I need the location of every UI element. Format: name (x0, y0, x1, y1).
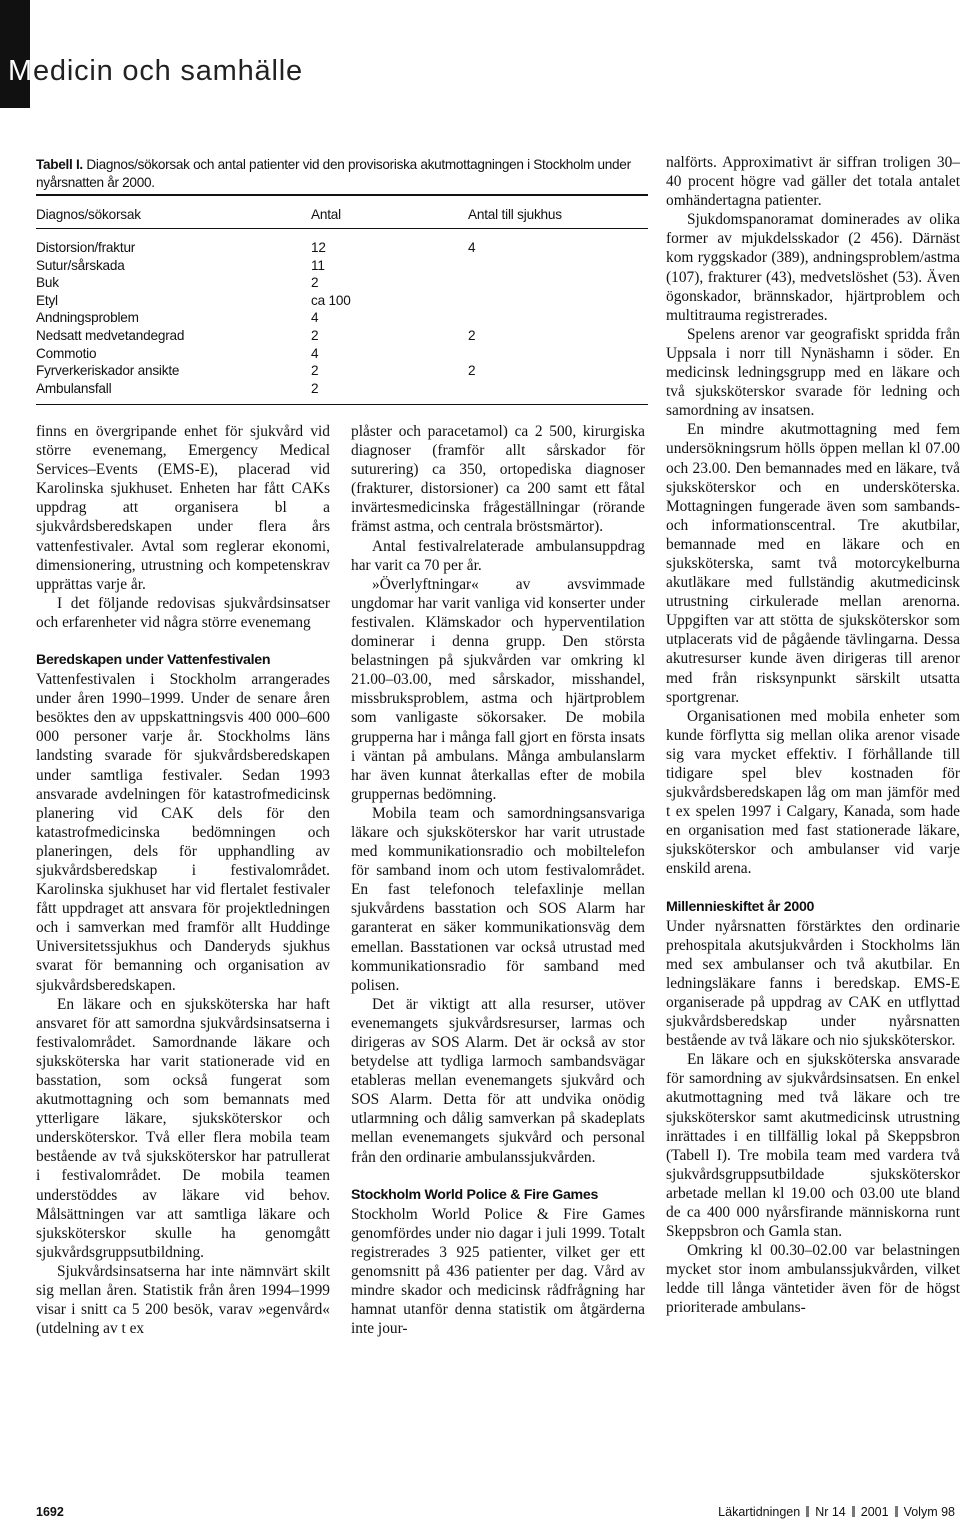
paragraph: plåster och paracetamol) ca 2 500, kirurgiska diagnoser (framför allt sårskador för suturering) ca 350, ortopediska diagnoser (frakturer, distorsioner) ca 200 samt ett fåtal invärtesmedicinska frågeställningar (rörande främst astma, och centrala bröstsmärtor). (351, 423, 645, 536)
table-cell: Commotio (36, 345, 97, 361)
subheading: Millennieskiftet år 2000 (666, 898, 815, 915)
table-row (0, 239, 660, 257)
subheading: Beredskapen under Vattenfestivalen (36, 652, 271, 669)
table-cell: Sutur/sårskada (36, 257, 125, 273)
paragraph: En läkare och en sjuksköterska har haft ansvaret för att samordna sjukvårdsinsatserna i festivalområdet. Samordnande läkare och sjuksköterska har varit stationerade vid en basstation, som också fungerat som akutmottagning och som bemannats med ytterligare läkare, sjuksköterskor och undersköterskor. Två eller flera mobila team bestående av två sjuksköterskor har patrullerat i festivalområdet. De mobila teamen understöddes av läkare vid behov. Målsättningen var att samtliga läkare och sjuksköterskor skulle ha genomgått sjukvårdsgruppsutbildning. (36, 995, 330, 1261)
table-caption-label: Tabell I. (36, 157, 83, 172)
table-cell: 12 (311, 240, 326, 255)
separator (806, 1506, 809, 1517)
table-row (0, 380, 660, 398)
section-bar (0, 0, 30, 108)
article-column-3 (666, 153, 960, 1318)
table-cell: Fyrverkeriskador ansikte (36, 363, 180, 379)
table-cell: 2 (468, 327, 476, 343)
paragraph: Vattenfestivalen i Stockholm arrangerades under åren 1990–1999. Under de senare åren besöktes den av uppskattningsvis 400 000–600 000 personer varje år. Stockholms läns landsting svarade för sjukvårdsberedskapen under samtliga festivaler. Sedan 1993 ansvarade avdelningen för katastrofmedicinsk planering vid CAK dels för den katastrofmedicinska bedömningen och planeringen, dels för upphandling av sjukvårdsberedskap i festivalområdet. Karolinska sjukhuset har vid flertalet festivaler fått uppdraget att ansvara för projektledningen och i samverkan med framför allt Huddinge Universitetssjukhus och Danderyds sjukhus svarat för bemanning och organisation av sjukvårdsberedskapen. (36, 671, 330, 994)
table-header-hospital: Antal till sjukhus (468, 207, 562, 222)
paragraph: Sjukvårdsinsatserna har inte nämnvärt skilt sig mellan åren. Statistik från åren 1994–1999 visar i snitt ca 5 200 besök, varav »egenvård« (utdelning av t ex (36, 1262, 330, 1338)
table-cell: 11 (311, 257, 325, 273)
subheading: Stockholm World Police & Fire Games (351, 1186, 599, 1203)
table-cell: Etyl (36, 292, 58, 308)
page-number: 1692 (36, 1505, 64, 1519)
table-cell: Distorsion/fraktur (36, 240, 136, 255)
table-caption (36, 156, 648, 192)
table-cell: 4 (311, 345, 319, 361)
issue-number: Nr 14 (815, 1505, 846, 1519)
table-rule-mid (36, 228, 648, 229)
table-body (0, 239, 660, 397)
paragraph: nalförts. Approximativt är siffran troligen 30–40 procent högre vad gäller det totala antalet omhändertagna patienter. (666, 154, 960, 210)
volume: Volym 98 (903, 1505, 955, 1519)
paragraph: Stockholm World Police & Fire Games genomfördes under nio dagar i juli 1999. Totalt registrerades 3 925 patienter, vilket ger ett genomsnitt på 436 patienter per dag. Vård av mindre skador och medicinsk rådfrågning har hamnat utanför denna statistik om åtgärderna inte jour- (351, 1205, 645, 1338)
table-cell: Andningsproblem (36, 310, 139, 326)
table-row (0, 309, 660, 327)
table-cell: Ambulansfall (36, 380, 112, 396)
paragraph: Sjukdomspanoramat dominerades av olika former av mjukdelsskador (2 456). Därnäst kom ryggskador (389), andningsproblem/astma (107), frakturer (43), medvetslöshet (53). Även ögonskador, brännskador, hjärtproblem och multitrauma registrerades. (666, 211, 960, 324)
table-cell: Buk (36, 275, 59, 291)
separator (852, 1506, 855, 1517)
article-column-2 (351, 422, 645, 1338)
journal-name: Läkartidningen (718, 1505, 801, 1519)
table-cell: 2 (311, 363, 319, 379)
paragraph: finns en övergripande enhet för sjukvård vid större evenemang, Emergency Medical Services–Events (EMS-E), placerad vid Karolinska sjukhuset. Enheten har fått CAKs uppdrag att organisera bl a sjukvårdsberedskapen under flera års vattenfestivaler. Avtal som reglerar ekonomi, dimensionering, utrustning och kompetenskrav upprättas varje år. (36, 423, 330, 593)
table-header-diagnosis: Diagnos/sökorsak (36, 207, 141, 222)
year: 2001 (860, 1505, 889, 1519)
section-title-rest: edicin och samhälle (32, 55, 303, 87)
table-rule-top (36, 194, 648, 196)
table-cell: 2 (468, 363, 476, 379)
article-column-1 (36, 422, 330, 1338)
table-row (0, 327, 660, 345)
paragraph: Antal festivalrelaterade ambulansuppdrag har varit ca 70 per år. (351, 537, 645, 574)
paragraph: Det är viktigt att alla resurser, utöver evenemangets sjukvårdsresurser, larmas och dirigeras av SOS Alarm. Det är också av stor betydelse att tydliga larmoch sambandsvägar etableras mellan evenemangets sjukvård och SOS Alarm. Detta för att undvika onödig utlarmning och dålig samverkan på skadeplats mellan evenemangets sjukvård och personal från den ordinarie ambulanssjukvården. (351, 995, 645, 1166)
footer-journal-info (718, 1505, 955, 1519)
table-cell: Nedsatt medvetandegrad (36, 327, 185, 343)
table-cell: 2 (311, 275, 319, 291)
table-row (0, 362, 660, 380)
table-row (0, 292, 660, 310)
paragraph: Mobila team och samordningsansvariga läkare och sjuksköterskor har varit utrustade med kommunikationsradio och mobiltelefon för samband inom och utom festivalområdet. En fast telefonoch telefaxlinje mellan sjukvårdens basstation och SOS Alarm har garanterat en säker kommunikationsväg dem emellan. Basstationen var också utrustad med kommunikationsradio för samband med polisen. (351, 804, 645, 994)
table-cell: ca 100 (311, 292, 351, 308)
table-cell: 4 (311, 310, 319, 326)
paragraph: Omkring kl 00.30–02.00 var belastningen mycket stor inom ambulanssjukvården, vilket ledde till långa väntetider även för de högst prioriterade ambulans- (666, 1242, 960, 1317)
section-title (8, 55, 303, 88)
table-header-count: Antal (311, 207, 341, 222)
paragraph: Organisationen med mobila enheter som kunde förflytta sig mellan olika arenor visade sig vara mycket effektiv. I förhållande till tidigare spel blev kostnaden för sjukvårdsberedskapen låg om man jämför med t ex spelen 1997 i Calgary, Kanada, som hade en organisation med fast stationerade läkare, sjuksköterskor och ambulanser vid varje enskild arena. (666, 707, 960, 878)
section-title-initial: M (8, 55, 33, 87)
paragraph: En mindre akutmottagning med fem undersökningsrum hölls öppen mellan kl 07.00 och 23.00. Den bemannades med en läkare, två sjuksköterskor och en undersköterska. Mottagningen fungerade även som sambands- och informationscentral. Tre akutbilar, bemannade med en läkare och en sjuksköterska, samt två motorcykelburna akutläkare med fullständig akutmedicinsk utrustning cirkulerade mellan arenorna. Uppgiften var att stötta de sjuksköterskor som utplacerats vid de pågående tävlingarna. Dessa akutresurser kunde även dirigeras till arenor med från risksynpunkt särskilt utsatta sportgrenar. (666, 421, 960, 706)
table-cell: 4 (468, 240, 476, 255)
table-cell: 2 (311, 380, 319, 396)
table-cell: 2 (311, 327, 319, 343)
table-row (0, 257, 660, 275)
paragraph: Spelens arenor var geografiskt spridda från Uppsala i norr till Nynäshamn i söder. En medicinsk ledningsgrupp med en läkare och två sjuksköterskor svarade för ledning och samordning av insatsen. (666, 325, 960, 420)
paragraph: I det följande redovisas sjukvårdsinsatser och erfarenheter vid några större evenemang (36, 594, 330, 631)
table-row (0, 274, 660, 292)
paragraph: Under nyårsnatten förstärktes den ordinarie prehospitala akutsjukvården i Stockholms län med sex ambulanser och två akutbilar. En ledningsläkare fanns i beredskap. EMS-E organiserade på uppdrag av CAK en utflyttad sjukvårdsberedskap under nyårsnatten bestående av två läkare och nio sjuksköterskor. (666, 917, 960, 1050)
paragraph: »Överlyftningar« av avsvimmade ungdomar har varit vanliga vid konserter under festivalen. Klämskador och hyperventilation dominerar i denna grupp. Den största belastningen på sjukvården var omkring kl 21.00–03.00, med sårskador, misshandel, missbruksproblem, astma och hjärtproblem som vanligaste sökorsaker. De mobila grupperna har i många fall gjort en första insats i väntan på ambulans. Många ambulanslarm har även kunnat återkallas efter de mobila gruppernas bedömning. (351, 575, 645, 803)
table-caption-text: Diagnos/sökorsak och antal patienter vid den provisoriska akutmottagningen i Stockholm under nyårsnatten år 2000. (36, 157, 631, 190)
separator (895, 1506, 898, 1517)
table-rule-bottom (36, 404, 648, 405)
table-row (0, 345, 660, 363)
paragraph: En läkare och en sjuksköterska ansvarade för samordning av sjukvårdsinsatsen. En enkel akutmottagning med två läkare och tre sjuksköterskor samt akutmedicinsk utrustning inrättades i en tillfällig lokal på Skeppsbron (Tabell I). Tre mobila team med vardera två sjukvårdsgruppsutbildade sjuksköterskor arbetade mellan kl 19.00 och 03.00 ute bland de ca 400 000 nyårsfirande människorna runt Skeppsbron och Gamla stan. (666, 1051, 960, 1241)
